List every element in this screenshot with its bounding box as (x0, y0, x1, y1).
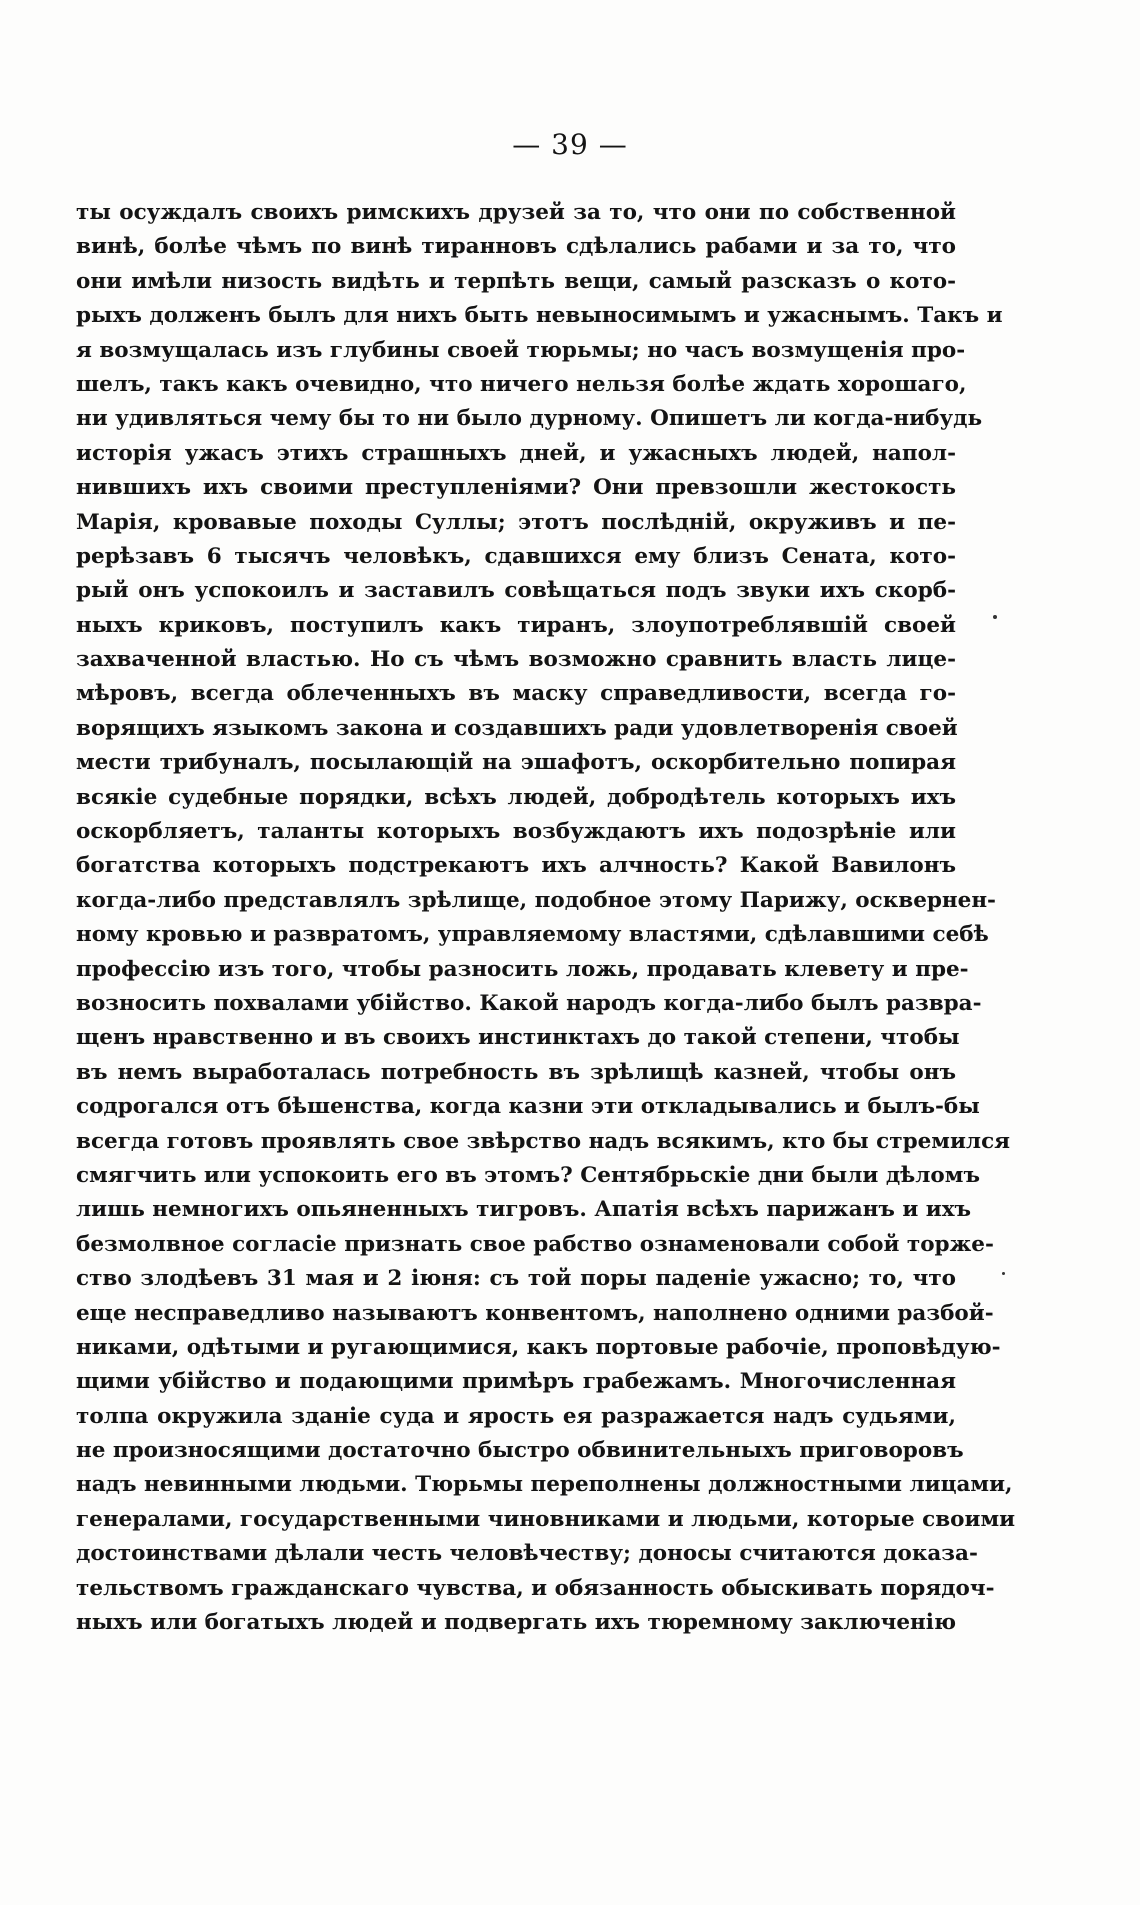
text-line: толпа окружила зданіе суда и ярость ея разражается надъ судьями, (76, 1403, 956, 1429)
text-line: ныхъ криковъ, поступилъ какъ тиранъ, злоупотреблявшій своей (76, 612, 956, 638)
text-line: достоинствами дѣлали честь человѣчеству; доносы считаются доказа- (76, 1541, 978, 1567)
text-line: ворящихъ языкомъ закона и создавшихъ ради удовлетворенія своей (76, 715, 958, 741)
text-line: никами, одѣтыми и ругающимися, какъ портовые рабочіе, проповѣдую- (76, 1334, 1001, 1360)
text-line: они имѣли низость видѣть и терпѣть вещи, самый разсказъ о кото- (76, 268, 956, 294)
text-line: исторія ужасъ этихъ страшныхъ дней, и ужасныхъ людей, напол- (76, 440, 956, 466)
text-line: щими убійство и подающими примѣръ грабежамъ. Многочисленная (76, 1369, 956, 1395)
text-line: ному кровью и развратомъ, управляемому властями, сдѣлавшими себѣ (76, 922, 989, 948)
text-line: всякіе судебные порядки, всѣхъ людей, добродѣтель которыхъ ихъ (76, 784, 956, 810)
text-line: нившихъ ихъ своими преступленіями? Они превзошли жестокость (76, 475, 956, 501)
text-line: тельствомъ гражданскаго чувства, и обязанность обыскивать порядоч- (76, 1575, 995, 1601)
print-speck (993, 615, 997, 619)
text-line: въ немъ выработалась потребность въ зрѣлищѣ казней, чтобы онъ (76, 1059, 956, 1085)
text-line: генералами, государственными чиновниками и людьми, которые своими (76, 1506, 1016, 1532)
text-line: содрогался отъ бѣшенства, когда казни эти откладывались и былъ-бы (76, 1094, 980, 1120)
print-speck (1002, 1272, 1005, 1275)
text-line: винѣ, болѣе чѣмъ по винѣ тиранновъ сдѣлались рабами и за то, что (76, 234, 956, 260)
text-line: мѣровъ, всегда облеченныхъ въ маску справедливости, всегда го- (76, 681, 956, 707)
text-line: ныхъ или богатыхъ людей и подвергать ихъ тюремному заключенію (76, 1610, 956, 1636)
text-line: щенъ нравственно и въ своихъ инстинктахъ до такой степени, чтобы (76, 1025, 960, 1051)
text-line: рерѣзавъ 6 тысячъ человѣкъ, сдавшихся ему близъ Сената, кото- (76, 543, 956, 569)
text-line: богатства которыхъ подстрекаютъ ихъ алчность? Какой Вавилонъ (76, 853, 956, 879)
text-line: шелъ, такъ какъ очевидно, что ничего нельзя болѣе ждать хорошаго, (76, 371, 967, 397)
body-text (76, 196, 1016, 1640)
text-line: мести трибуналъ, посылающій на эшафотъ, оскорбительно попирая (76, 750, 956, 776)
text-line: лишь немногихъ опьяненныхъ тигровъ. Апатія всѣхъ парижанъ и ихъ (76, 1197, 972, 1223)
text-line: не произносящими достаточно быстро обвинительныхъ приговоровъ (76, 1438, 964, 1464)
text-line: безмолвное согласіе признать свое рабство ознаменовали собой торже- (76, 1231, 994, 1257)
text-line: смягчить или успокоить его въ этомъ? Сентябрьскіе дни были дѣломъ (76, 1162, 980, 1188)
text-line: рыхъ долженъ былъ для нихъ быть невыносимымъ и ужаснымъ. Такъ и (76, 303, 1003, 329)
page-number: — 39 — (512, 128, 628, 161)
text-line: я возмущалась изъ глубины своей тюрьмы; но часъ возмущенія про- (76, 337, 966, 363)
text-line: профессію изъ того, чтобы разносить ложь, продавать клевету и пре- (76, 956, 969, 982)
text-line: надъ невинными людьми. Тюрьмы переполнены должностными лицами, (76, 1472, 1013, 1498)
text-line: ни удивляться чему бы то ни было дурному. Опишетъ ли когда-нибудь (76, 406, 983, 432)
text-line: когда-либо представлялъ зрѣлище, подобное этому Парижу, осквернен- (76, 887, 996, 913)
text-line: ство злодѣевъ 31 мая и 2 іюня: съ той поры паденіе ужасно; то, что (76, 1266, 956, 1292)
text-line: Марія, кровавые походы Суллы; этотъ послѣдній, окруживъ и пе- (76, 509, 956, 535)
text-line: ты осуждалъ своихъ римскихъ друзей за то, что они по собственной (76, 200, 956, 225)
text-line: рый онъ успокоилъ и заставилъ совѣщаться подъ звуки ихъ скорб- (76, 578, 956, 604)
text-line: еще несправедливо называютъ конвентомъ, наполнено одними разбой- (76, 1300, 994, 1326)
text-line: захваченной властью. Но съ чѣмъ возможно сравнить власть лице- (76, 647, 956, 673)
text-line: возносить похвалами убійство. Какой народъ когда-либо былъ развра- (76, 990, 982, 1016)
text-line: оскорбляетъ, таланты которыхъ возбуждаютъ ихъ подозрѣніе или (76, 819, 956, 845)
text-line: всегда готовъ проявлять свое звѣрство надъ всякимъ, кто бы стремился (76, 1128, 1011, 1154)
